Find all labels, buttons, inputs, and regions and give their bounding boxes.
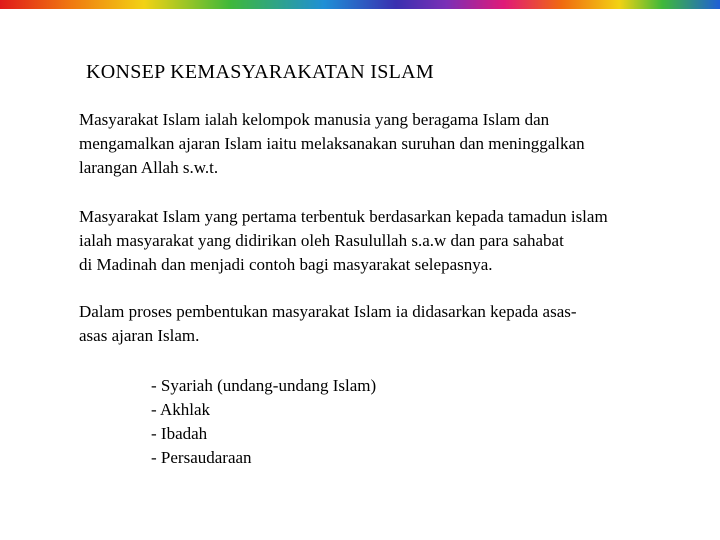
paragraph-formation: Dalam proses pembentukan masyarakat Islam ia didasarkan kepada asas- asas ajaran Islam. xyxy=(79,302,577,345)
paragraph-definition: Masyarakat Islam ialah kelompok manusia yang beragama Islam dan mengamalkan ajaran Islam iaitu melaksanakan suruhan dan meninggalkan larangan Allah s.w.t. xyxy=(79,110,585,177)
paragraph-first-society: Masyarakat Islam yang pertama terbentuk berdasarkan kepada tamadun islam ialah masyarakat yang didirikan oleh Rasulullah s.a.w dan para sahabat di Madinah dan menjadi contoh bagi masyarakat selepasnya. xyxy=(79,207,608,274)
list-item: - Ibadah xyxy=(151,424,208,443)
list-item: - Persaudaraan xyxy=(151,448,252,467)
foundations-list xyxy=(151,374,376,470)
list-item: - Akhlak xyxy=(151,400,211,419)
list-item: - Syariah (undang-undang Islam) xyxy=(151,376,377,395)
top-color-bar xyxy=(0,0,720,9)
slide-title: KONSEP KEMASYARAKATAN ISLAM xyxy=(86,61,435,83)
